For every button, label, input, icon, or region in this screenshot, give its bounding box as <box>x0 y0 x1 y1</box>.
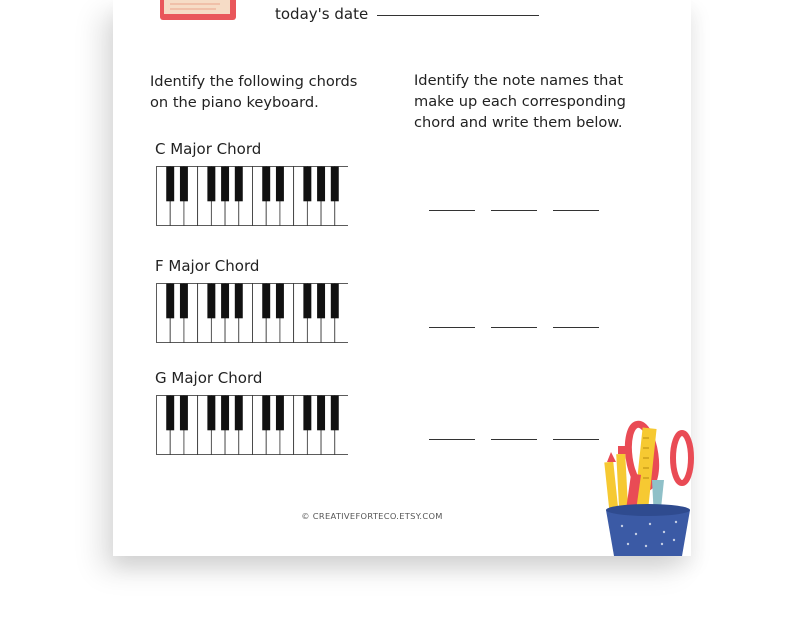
black-key[interactable] <box>262 396 270 431</box>
black-key[interactable] <box>317 284 325 319</box>
pencil-cup-illustration <box>602 418 694 558</box>
black-key[interactable] <box>331 167 339 202</box>
black-key[interactable] <box>207 284 215 319</box>
instruction-left: Identify the following chords on the piano keyboard. <box>150 73 358 111</box>
answer-blank[interactable] <box>553 196 599 211</box>
answer-blank[interactable] <box>429 313 475 328</box>
answer-blanks-g <box>429 425 609 441</box>
answer-blank[interactable] <box>491 425 537 440</box>
black-key[interactable] <box>221 284 229 319</box>
answer-blank[interactable] <box>429 425 475 440</box>
answer-blank[interactable] <box>491 196 537 211</box>
book-illustration <box>160 0 236 22</box>
black-key[interactable] <box>166 284 174 319</box>
black-key[interactable] <box>331 284 339 319</box>
black-key[interactable] <box>235 167 243 202</box>
black-key[interactable] <box>276 167 284 202</box>
black-key[interactable] <box>303 284 311 319</box>
black-key[interactable] <box>262 167 270 202</box>
black-key[interactable] <box>235 396 243 431</box>
date-input-line[interactable] <box>377 15 539 16</box>
black-key[interactable] <box>317 396 325 431</box>
answer-blank[interactable] <box>491 313 537 328</box>
black-key[interactable] <box>207 396 215 431</box>
answer-blank[interactable] <box>553 425 599 440</box>
black-key[interactable] <box>303 167 311 202</box>
black-key[interactable] <box>180 396 188 431</box>
black-key[interactable] <box>303 396 311 431</box>
chord-title-c: C Major Chord <box>155 140 262 158</box>
answer-blanks-c <box>429 196 609 212</box>
cup-icon <box>606 510 690 556</box>
piano-keyboard-g[interactable] <box>156 395 348 455</box>
black-key[interactable] <box>235 284 243 319</box>
piano-keyboard-c[interactable] <box>156 166 348 226</box>
chord-title-g: G Major Chord <box>155 369 263 387</box>
date-row <box>275 5 539 23</box>
answer-blank[interactable] <box>429 196 475 211</box>
black-key[interactable] <box>221 167 229 202</box>
black-key[interactable] <box>166 396 174 431</box>
black-key[interactable] <box>221 396 229 431</box>
black-key[interactable] <box>180 167 188 202</box>
black-key[interactable] <box>317 167 325 202</box>
footer-credit: © CREATIVEFORTECO.ETSY.COM <box>301 511 443 521</box>
black-key[interactable] <box>262 284 270 319</box>
black-key[interactable] <box>166 167 174 202</box>
instruction-right: Identify the note names that make up each corresponding chord and write them below. <box>414 72 626 131</box>
chord-title-f: F Major Chord <box>155 257 260 275</box>
black-key[interactable] <box>207 167 215 202</box>
date-label: today's date <box>275 5 369 23</box>
answer-blanks-f <box>429 313 609 329</box>
black-key[interactable] <box>180 284 188 319</box>
answer-blank[interactable] <box>553 313 599 328</box>
black-key[interactable] <box>331 396 339 431</box>
piano-keyboard-f[interactable] <box>156 283 348 343</box>
black-key[interactable] <box>276 396 284 431</box>
black-key[interactable] <box>276 284 284 319</box>
